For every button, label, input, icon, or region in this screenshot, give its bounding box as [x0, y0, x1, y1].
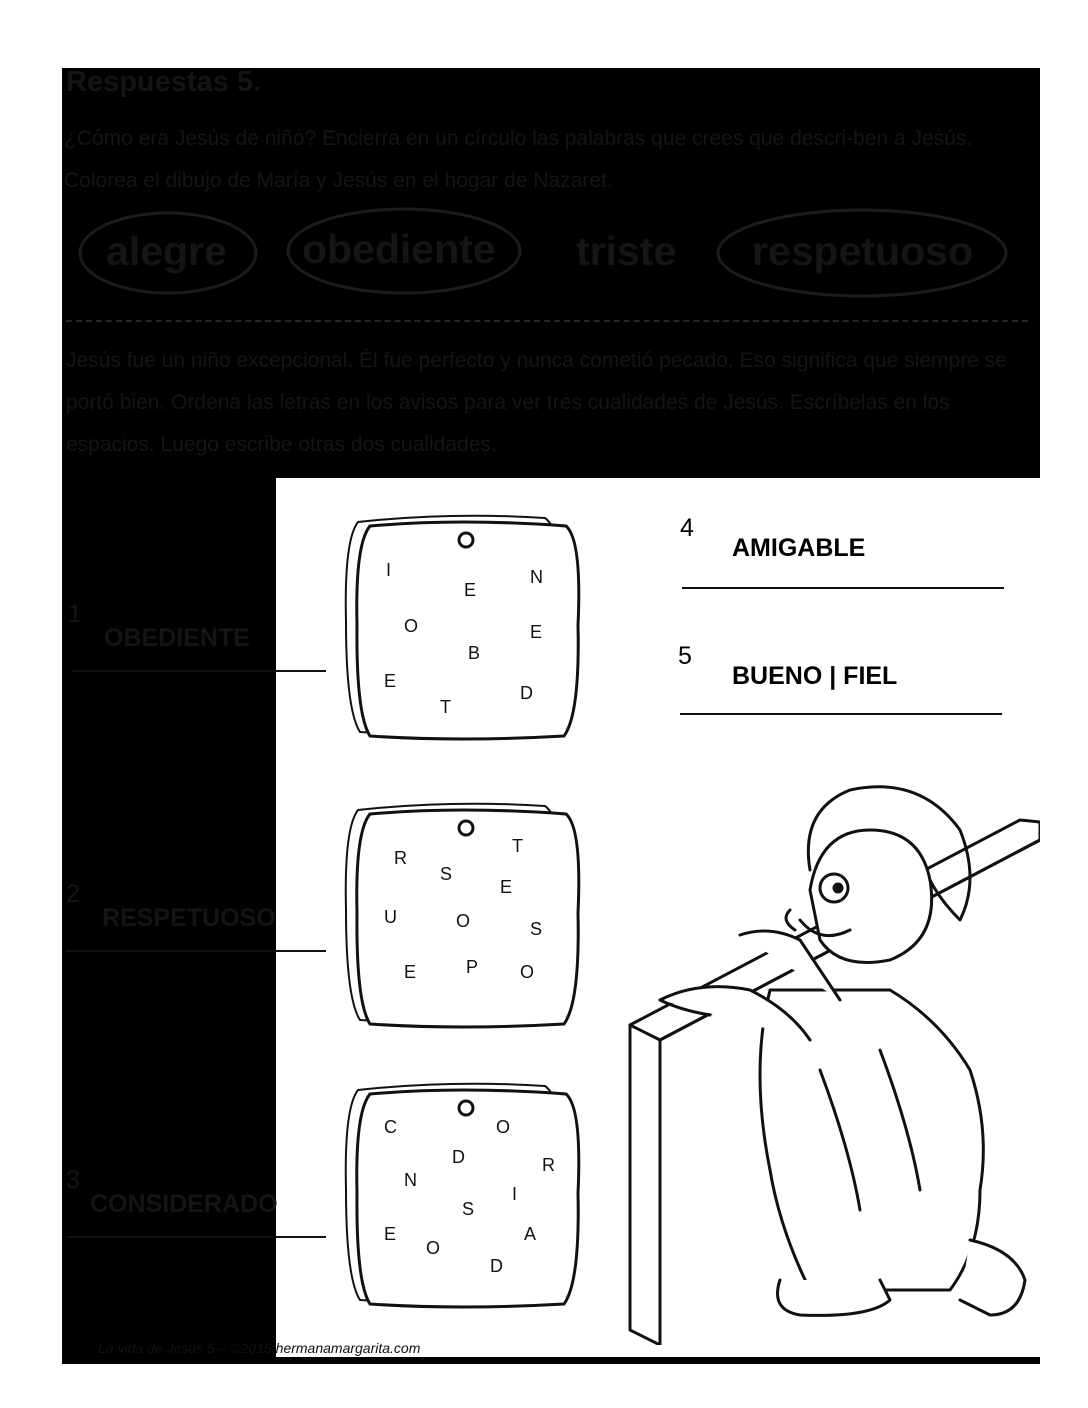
sign-2-letter: S: [530, 919, 543, 939]
sign-1-letter: T: [440, 697, 451, 717]
word-alegre: alegre: [106, 228, 227, 274]
answer-5-line: [680, 713, 1002, 715]
sign-2-letter: O: [520, 962, 535, 982]
answer-5-number: 5: [678, 642, 692, 670]
answer-5-text: BUENO | FIEL: [732, 662, 898, 690]
answer-1-text: OBEDIENTE: [104, 624, 250, 652]
sign-3-letter: D: [452, 1147, 465, 1167]
instructions-1: ¿Cómo era Jesús de niño? Encierra en un círculo las palabras que crees que descri-ben a Jesús. Colorea el dibujo de María y Jesús en el hogar de Nazaret.: [64, 127, 973, 192]
answer-1-line: [72, 670, 326, 672]
footer-credit: La vida de Jesús 5 – ©2015 hermanamargarita.com: [98, 1340, 421, 1356]
sign-3-letter: A: [524, 1224, 537, 1244]
word-respetuoso: respetuoso: [752, 228, 973, 274]
sign-1-letter: N: [530, 567, 543, 587]
word-ovals: [0, 0, 1088, 330]
sign-3-letter: R: [542, 1155, 555, 1175]
bottom-panel: [62, 1357, 1040, 1364]
sign-3-letter: D: [490, 1256, 503, 1276]
sign-2-letter: T: [512, 836, 523, 856]
instructions-2: Jesús fue un niño excepcional. Él fue perfecto y nunca cometió pecado. Eso significa que siempre se portó bien. Ordena las letras en los avisos para ver tres cualidades de Jesús. Escríbelas en los espacios. Luego escribe otras dos cualidades.: [66, 349, 1007, 456]
sign-3-letter: E: [384, 1224, 397, 1244]
word-triste: triste: [576, 228, 677, 274]
sign-3: [346, 1084, 579, 1307]
sign-1-letter: B: [468, 643, 481, 663]
sign-1-letter: E: [530, 622, 543, 642]
sign-3-letter: C: [384, 1117, 397, 1137]
sign-3-letter: S: [462, 1199, 475, 1219]
answer-2-line: [66, 950, 326, 952]
sign-1-letter: O: [404, 616, 419, 636]
sign-3-letter: O: [496, 1117, 511, 1137]
sign-2-letter: O: [456, 911, 471, 931]
sign-2-letter: U: [384, 907, 397, 927]
sign-3-letter: I: [512, 1184, 518, 1204]
sign-2-letter: R: [394, 848, 407, 868]
answer-4-number: 4: [680, 514, 694, 542]
sign-2-letter: E: [500, 877, 513, 897]
sign-3-letter: O: [426, 1238, 441, 1258]
sign-2-letter: E: [404, 962, 417, 982]
word-obediente: obediente: [302, 226, 496, 272]
answer-4-text: AMIGABLE: [732, 534, 866, 562]
answer-2-text: RESPETUOSO: [102, 904, 276, 932]
answer-4-line: [682, 587, 1004, 589]
answer-1-number: 1: [68, 600, 82, 628]
sign-3-letter: N: [404, 1170, 417, 1190]
sign-1-letter: E: [384, 671, 397, 691]
dashed-divider: [66, 320, 1028, 322]
answer-3-number: 3: [66, 1166, 80, 1194]
sign-1: [346, 516, 579, 739]
page-title: Respuestas 5.: [66, 66, 262, 98]
sign-2-letter: S: [440, 864, 453, 884]
boy-illustration: [620, 770, 1040, 1345]
sign-1-letter: E: [464, 580, 477, 600]
answer-3-text: CONSIDERADO: [90, 1190, 278, 1218]
sign-1-letter: I: [386, 560, 392, 580]
answer-2-number: 2: [66, 880, 80, 908]
sign-1-letter: D: [520, 683, 533, 703]
sign-2-letter: P: [466, 957, 479, 977]
answer-3-line: [66, 1236, 326, 1238]
